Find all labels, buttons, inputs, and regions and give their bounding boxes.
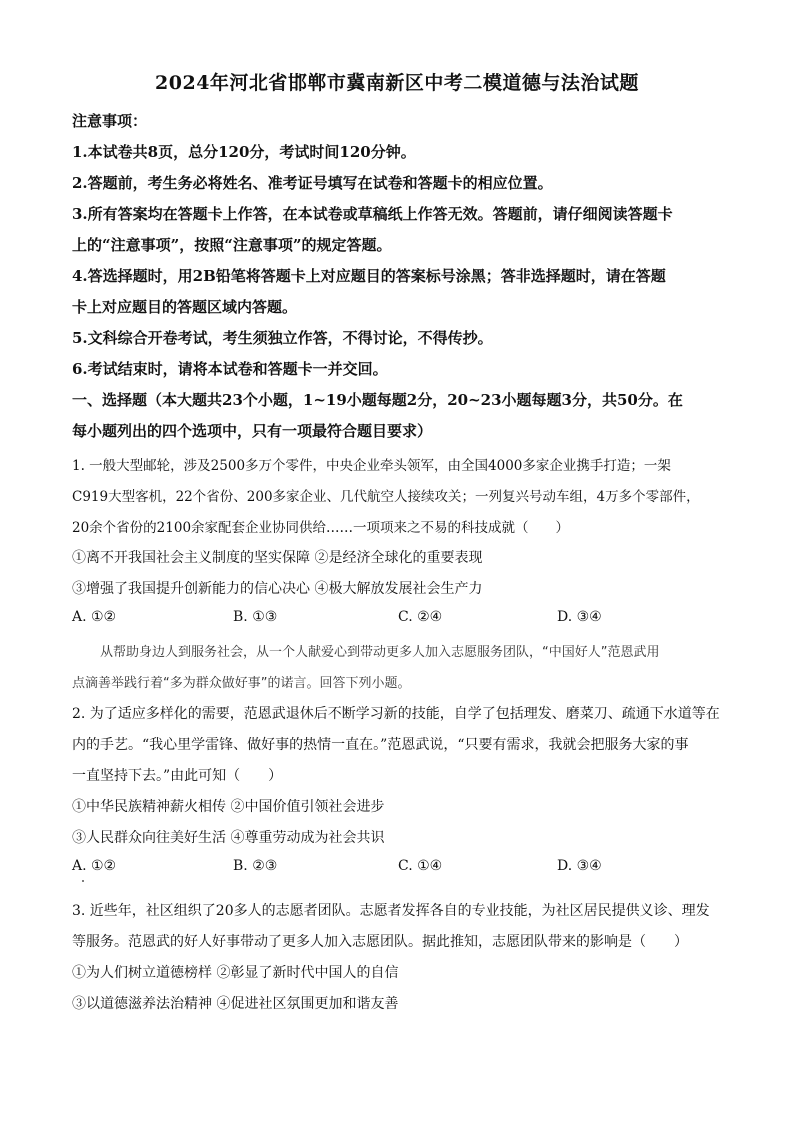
notice-heading: 注意事项： xyxy=(72,112,148,130)
question-2-statement: ③人民群众向往美好生活 ④尊重劳动成为社会共识 xyxy=(72,830,385,846)
question-2-statement: ①中华民族精神薪火相传 ②中国价值引领社会进步 xyxy=(72,799,385,815)
question-1-statement: ③增强了我国提升创新能力的信心决心 ④极大解放发展社会生产力 xyxy=(72,581,483,597)
page-title: 2024年河北省邯郸市冀南新区中考二模道德与法治试题 xyxy=(155,72,639,94)
question-1-option-d[interactable]: D. ③④ xyxy=(557,609,602,625)
notice-item: 上的“注意事项”，按照“注意事项”的规定答题。 xyxy=(72,236,392,254)
question-1-option-a[interactable]: A. ①② xyxy=(72,609,117,625)
notice-item: 5.文科综合开卷考试，考生须独立作答，不得讨论，不得传抄。 xyxy=(72,329,493,347)
question-1-stem: 20余个省份的2100余家配套企业协同供给……一项项来之不易的科技成就（ ） xyxy=(72,520,570,536)
question-1-stem: 1. 一般大型邮轮，涉及2500多万个零件，中央企业牵头领军，由全国4000多家企业携手打造；一架 xyxy=(72,458,671,474)
question-1-stem: C919大型客机，22个省份、200多家企业、几代航空人接续攻关；一列复兴号动车组，4万多个零部件， xyxy=(72,489,700,505)
question-2-stem: 一直坚持下去。”由此可知（ ） xyxy=(72,768,283,784)
question-3-stem: 3. 近些年，社区组织了20多人的志愿者团队。志愿者发挥各自的专业技能，为社区居民提供义诊、理发 xyxy=(72,903,710,919)
question-2-option-d[interactable]: D. ③④ xyxy=(557,858,602,874)
question-1-statement: ①离不开我国社会主义制度的坚实保障 ②是经济全球化的重要表现 xyxy=(72,550,483,566)
reading-material: 点滴善举践行着“多为群众做好事”的诺言。回答下列小题。 xyxy=(72,676,411,691)
question-2-option-a[interactable]: A. ①② xyxy=(72,858,117,874)
question-2-stem: 2. 为了适应多样化的需要，范恩武退休后不断学习新的技能，自学了包括理发、磨菜刀、疏通下水道等在 xyxy=(72,706,720,722)
notice-item: 2.答题前，考生务必将姓名、准考证号填写在试卷和答题卡的相应位置。 xyxy=(72,174,553,192)
notice-item: 卡上对应题目的答题区域内答题。 xyxy=(72,298,298,316)
notice-item: 1.本试卷共8页，总分120分，考试时间120分钟。 xyxy=(72,143,416,161)
question-3-statement: ③以道德滋养法治精神 ④促进社区氛围更加和谐友善 xyxy=(72,996,399,1012)
question-3-statement: ①为人们树立道德榜样 ②彰显了新时代中国人的自信 xyxy=(72,965,399,981)
notice-item: 6.考试结束时，请将本试卷和答题卡一并交回。 xyxy=(72,360,388,378)
question-2-stem: 内的手艺。“我心里学雷锋、做好事的热情一直在。”范恩武说，“只要有需求，我就会把服务大家的事 xyxy=(72,737,689,753)
question-3-stem: 等服务。范恩武的好人好事带动了更多人加入志愿团队。据此推知，志愿团队带来的影响是（ ） xyxy=(72,934,688,950)
question-2-option-c[interactable]: C. ①④ xyxy=(398,858,443,874)
question-1-option-c[interactable]: C. ②④ xyxy=(398,609,443,625)
section-heading: 每小题列出的四个选项中，只有一项最符合题目要求） xyxy=(72,422,433,440)
notice-item: 3.所有答案均在答题卡上作答，在本试卷或草稿纸上作答无效。答题前，请仔细阅读答题卡 xyxy=(72,205,673,223)
notice-item: 4.答选择题时，用2B铅笔将答题卡上对应题目的答案标号涂黑；答非选择题时，请在答题 xyxy=(72,267,666,285)
reading-material: 从帮助身边人到服务社会，从一个人献爱心到带动更多人加入志愿服务团队，“中国好人”范恩武用 xyxy=(100,645,660,660)
question-1-option-b[interactable]: B. ①③ xyxy=(233,609,278,625)
question-2-option-b[interactable]: B. ②③ xyxy=(233,858,278,874)
scan-speck xyxy=(82,880,84,882)
section-heading: 一、选择题（本大题共23个小题，1~19小题每题2分，20~23小题每题3分，共50分。在 xyxy=(72,391,683,409)
